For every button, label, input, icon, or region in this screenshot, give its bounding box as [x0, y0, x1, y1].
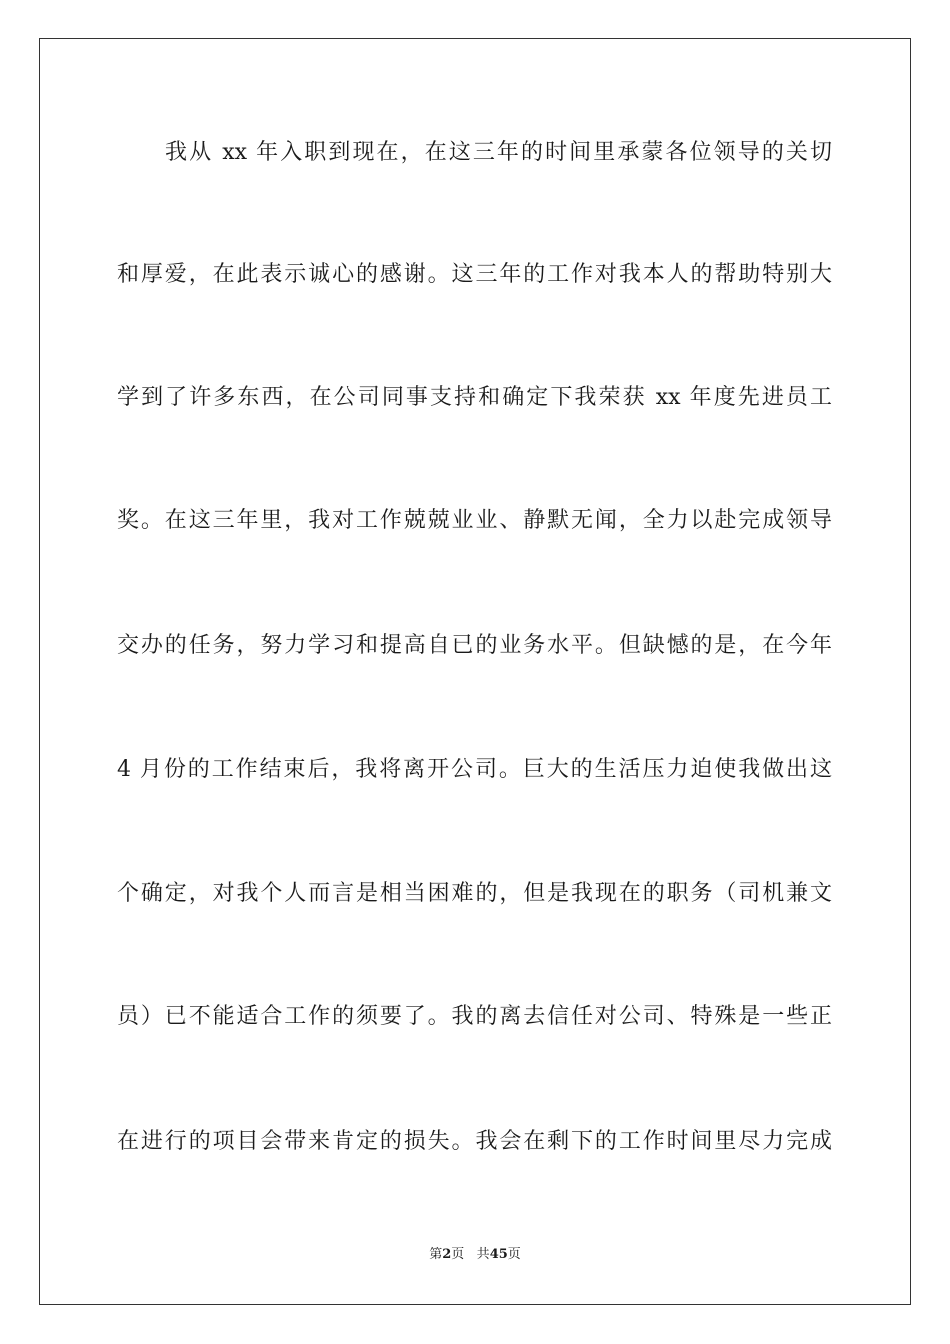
page-number: 2	[442, 1247, 452, 1262]
total-pages: 45	[489, 1247, 508, 1262]
page-frame	[39, 38, 911, 1305]
page-prefix: 第	[429, 1247, 443, 1262]
body-line-8: 员）已不能适合工作的须要了。我的离去信任对公司、特殊是一些正	[117, 1004, 832, 1029]
total-suffix: 页	[507, 1247, 521, 1262]
body-line-6: 4 月份的工作结束后，我将离开公司。巨大的生活压力迫使我做出这	[117, 757, 832, 782]
page-footer	[0, 1246, 950, 1264]
body-line-4: 奖。在这三年里，我对工作兢兢业业、静默无闻，全力以赴完成领导	[117, 508, 832, 533]
body-line-9: 在进行的项目会带来肯定的损失。我会在剩下的工作时间里尽力完成	[117, 1129, 832, 1154]
body-line-3: 学到了许多东西，在公司同事支持和确定下我荣获 xx 年度先进员工	[117, 385, 832, 410]
body-line-7: 个确定，对我个人而言是相当困难的，但是我现在的职务（司机兼文	[117, 881, 832, 906]
total-prefix: 共	[476, 1247, 490, 1262]
body-line-1: 我从 xx 年入职到现在，在这三年的时间里承蒙各位领导的关切	[165, 140, 832, 165]
body-line-5: 交办的任务，努力学习和提高自已的业务水平。但缺憾的是，在今年	[117, 633, 832, 658]
body-line-2: 和厚爱，在此表示诚心的感谢。这三年的工作对我本人的帮助特别大	[117, 262, 832, 287]
page-suffix: 页	[451, 1247, 465, 1262]
